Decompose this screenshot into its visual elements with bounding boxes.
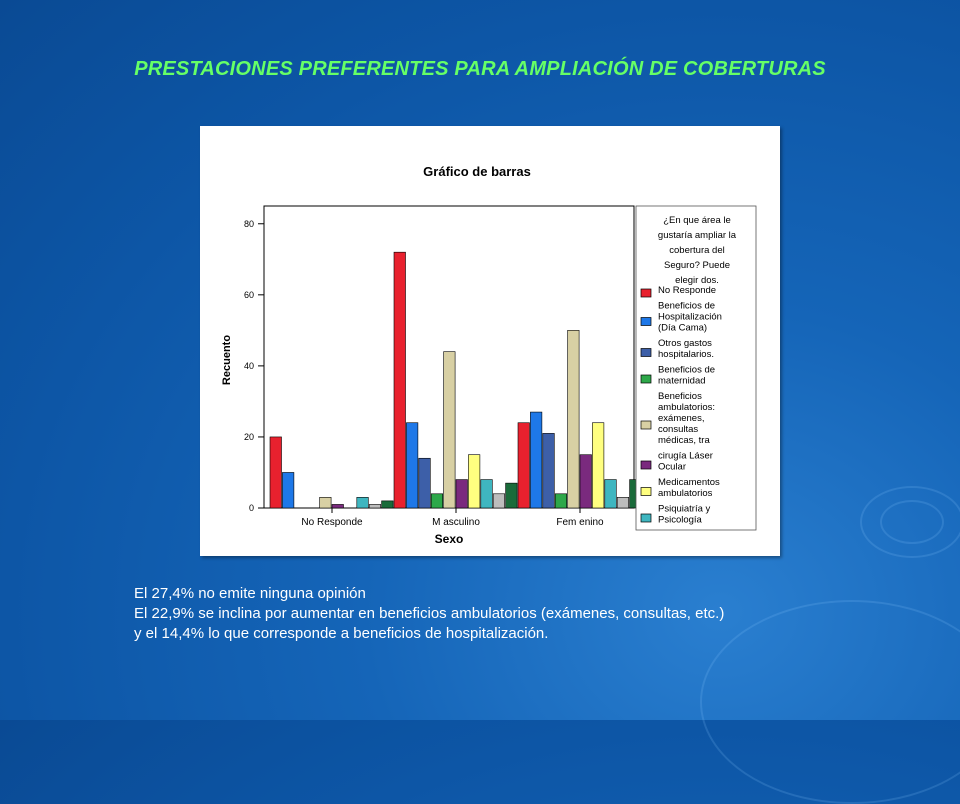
- legend-title-line: ¿En que área le: [663, 215, 731, 226]
- bar: [580, 455, 592, 508]
- legend-label: ambulatorios: [658, 488, 713, 499]
- x-tick-label: M asculino: [432, 517, 480, 528]
- bar: [431, 494, 443, 508]
- plot-area: [244, 206, 641, 528]
- note-line: y el 14,4% lo que corresponde a beneficios de hospitalización.: [134, 625, 549, 642]
- legend: [636, 206, 756, 530]
- legend-title-line: Seguro? Puede: [663, 260, 731, 271]
- legend-label: consultas: [658, 424, 699, 435]
- legend-swatch: [641, 461, 651, 469]
- legend-label: (Día Cama): [658, 322, 708, 334]
- bar: [555, 494, 567, 508]
- decorative-ripple: [700, 600, 960, 804]
- legend-swatch: [641, 349, 651, 357]
- legend-title-line: cobertura del: [669, 245, 725, 256]
- legend-swatch: [641, 289, 651, 297]
- legend-label: médicas, tra: [658, 435, 710, 446]
- x-axis-label: Sexo: [434, 532, 464, 546]
- bar: [419, 458, 431, 508]
- bar: [369, 504, 381, 508]
- legend-label: Beneficios de: [658, 300, 716, 312]
- bar: [456, 480, 468, 508]
- bar: [382, 501, 394, 508]
- bar: [530, 412, 542, 508]
- bar: [468, 455, 480, 508]
- y-tick-label: 80: [243, 218, 254, 229]
- y-tick-label: 20: [243, 431, 254, 442]
- legend-label: Beneficios de: [658, 364, 716, 376]
- legend-label: Otros gastos: [658, 338, 712, 349]
- legend-swatch: [641, 421, 651, 429]
- chart-panel: [200, 126, 780, 556]
- bar: [282, 472, 294, 508]
- bar: [270, 437, 282, 508]
- bar: [332, 504, 344, 508]
- legend-label: hospitalarios.: [658, 349, 714, 360]
- bar: [543, 433, 555, 508]
- bar: [394, 252, 406, 508]
- bar: [605, 480, 617, 508]
- slide-title: PRESTACIONES PREFERENTES PARA AMPLIACIÓN DE COBERTURAS: [134, 58, 826, 80]
- legend-swatch: [641, 375, 651, 383]
- bar: [357, 497, 369, 508]
- bar: [481, 480, 493, 508]
- bar: [568, 330, 580, 508]
- legend-label: Hospitalización: [658, 311, 722, 323]
- legend-label: Medicamentos: [658, 477, 720, 488]
- y-tick-label: 60: [243, 289, 254, 300]
- legend-title-line: elegir dos.: [675, 275, 719, 286]
- note-line: El 22,9% se inclina por aumentar en beneficios ambulatorios (exámenes, consultas, etc.): [134, 605, 725, 622]
- legend-label: Psicología: [658, 514, 702, 526]
- legend-swatch: [641, 488, 651, 496]
- bar: [444, 352, 456, 508]
- legend-label: Psiquiatría y: [658, 503, 711, 515]
- x-tick-label: Fem enino: [556, 517, 604, 528]
- bar-chart: [200, 126, 780, 556]
- legend-label: ambulatorios:: [658, 402, 716, 413]
- bar: [506, 483, 517, 508]
- bar: [493, 494, 505, 508]
- bar: [320, 497, 332, 508]
- chart-title: Gráfico de barras: [423, 164, 531, 179]
- summary-notes: [134, 584, 724, 644]
- legend-label: maternidad: [658, 375, 706, 387]
- legend-swatch: [641, 514, 651, 522]
- x-tick-label: No Responde: [301, 517, 363, 528]
- y-tick-label: 40: [243, 360, 254, 371]
- bar: [592, 423, 604, 508]
- legend-label: Ocular: [658, 461, 686, 473]
- y-axis-label: Recuento: [221, 334, 233, 386]
- note-line: El 27,4% no emite ninguna opinión: [134, 585, 366, 602]
- legend-label: No Responde: [658, 285, 717, 296]
- y-tick-label: 0: [248, 503, 254, 513]
- legend-label: exámenes,: [658, 413, 705, 424]
- legend-label: cirugía Láser: [658, 450, 713, 462]
- legend-label: Beneficios: [658, 391, 702, 402]
- bar: [617, 497, 629, 508]
- legend-title-line: gustaría ampliar la: [657, 230, 737, 241]
- decorative-ripple: [860, 486, 960, 558]
- legend-swatch: [641, 318, 651, 326]
- bar: [406, 423, 418, 508]
- bar: [518, 423, 530, 508]
